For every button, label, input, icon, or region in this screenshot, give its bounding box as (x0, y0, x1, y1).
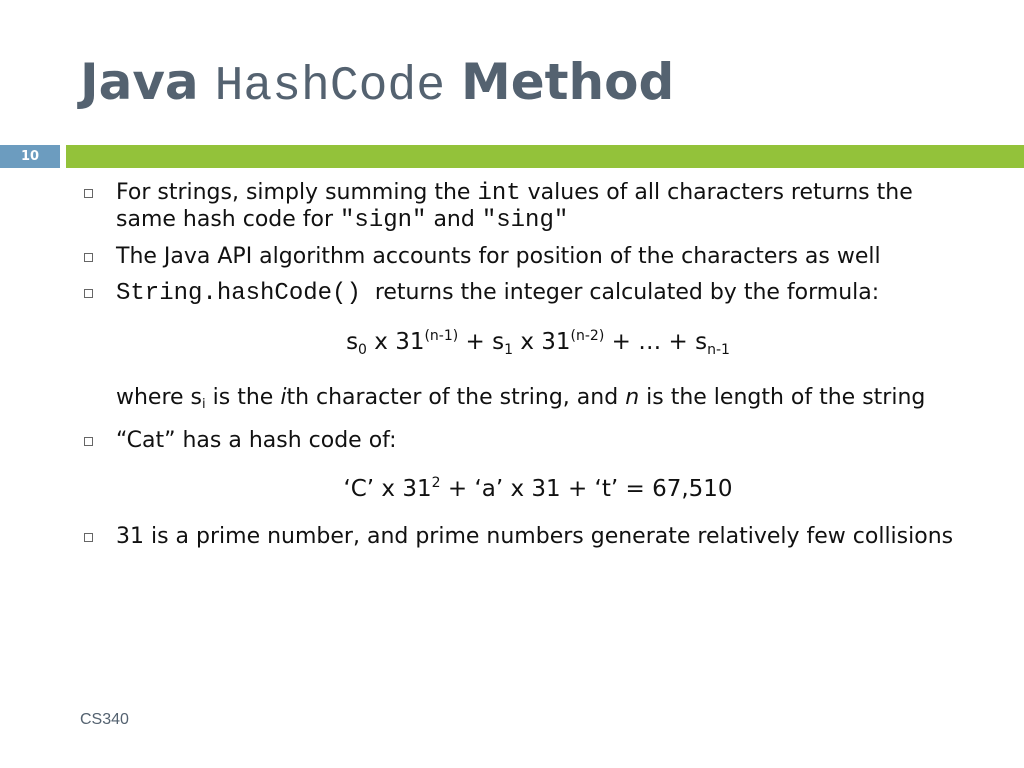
formula-cat (80, 468, 960, 504)
title-hashcode: HashCode (214, 60, 446, 114)
italic-i: i (280, 385, 287, 410)
text-part: where s (116, 385, 203, 410)
formula-exponent: 2 (431, 475, 441, 491)
title-method: Method (460, 53, 675, 111)
bullet-cat (80, 428, 960, 454)
bullet-hashcode-formula (80, 280, 960, 307)
bullet-prime (80, 524, 960, 550)
footer-course: CS340 (80, 711, 129, 728)
accent-bar (66, 145, 1024, 168)
formula-part: + … + s (604, 329, 708, 355)
bullet-java-api (80, 244, 960, 270)
formula-part: + ‘a’ x 31 + ‘t’ = 67,510 (440, 476, 733, 502)
formula-part: x 31 (513, 329, 571, 355)
slide-content (80, 180, 960, 560)
formula-exponent: (n-1) (424, 328, 459, 344)
formula-part: s (346, 329, 359, 355)
slide-title (80, 52, 674, 117)
bullet-text: For strings, simply summing the (116, 180, 478, 205)
text-part: th character of the string, and (286, 385, 626, 410)
bullet-text: and (426, 207, 482, 232)
formula-part: + s (458, 329, 505, 355)
bullet-text: returns the integer calculated by the formula: (360, 280, 880, 305)
italic-n: n (625, 385, 640, 410)
formula-part: ‘C’ x 31 (343, 476, 432, 502)
bullet-square-icon (84, 437, 93, 446)
title-java: Java (80, 53, 199, 111)
formula-subscript: 0 (358, 342, 367, 358)
bullet-text: values of all characters returns the same hash code for (116, 180, 913, 232)
slide-number: 10 (0, 145, 60, 168)
bullet-square-icon (84, 533, 93, 542)
bullet-summing (80, 180, 960, 234)
bullet-text: 31 is a prime number, and prime numbers generate relatively few collisions (116, 524, 954, 549)
text-part: is the (205, 385, 281, 410)
formula-part: x 31 (366, 329, 425, 355)
bullet-square-icon (84, 189, 93, 198)
code-string-hashcode: String.hashCode() (116, 280, 361, 307)
formula-subscript: n-1 (707, 342, 730, 358)
bullet-square-icon (84, 253, 93, 262)
formula-explanation (80, 385, 960, 418)
bullet-text: “Cat” has a hash code of: (116, 428, 397, 453)
code-sign: "sign" (340, 207, 427, 234)
formula-subscript: 1 (504, 342, 514, 358)
bullet-square-icon (84, 289, 93, 298)
bullet-text: The Java API algorithm accounts for position of the characters as well (116, 244, 881, 269)
text-part: is the length of the string (639, 385, 926, 410)
formula-exponent: (n-2) (570, 328, 605, 344)
code-sing: "sing" (481, 207, 569, 234)
code-int: int (477, 180, 521, 207)
formula-hash (80, 321, 960, 365)
text-subscript: i (202, 397, 206, 412)
